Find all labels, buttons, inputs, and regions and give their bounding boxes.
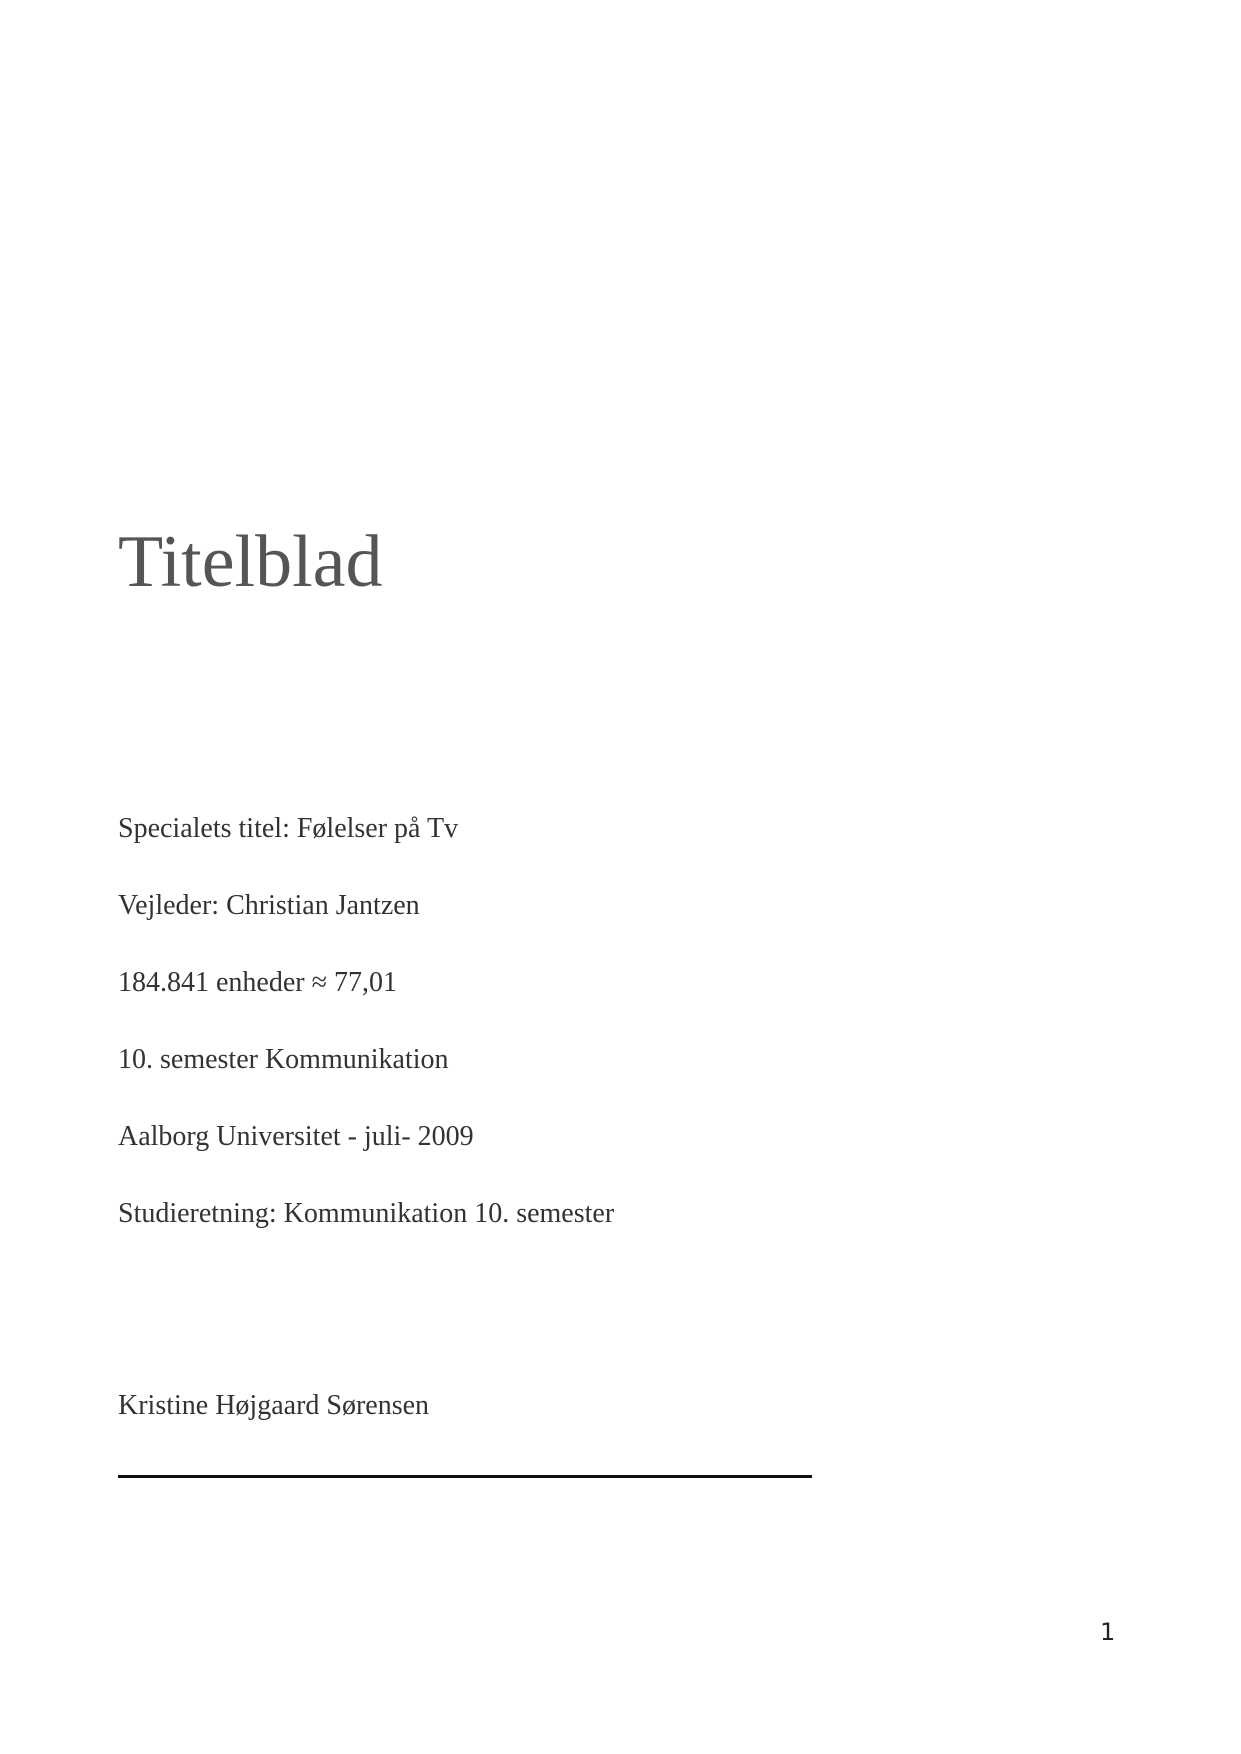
signature-line: [118, 1475, 812, 1478]
semester-line: 10. semester Kommunikation: [118, 1044, 449, 1075]
supervisor-line: Vejleder: Christian Jantzen: [118, 890, 420, 921]
author-name: Kristine Højgaard Sørensen: [118, 1390, 430, 1421]
page-number: 1: [1100, 1618, 1116, 1646]
unit-count-line: 184.841 enheder ≈ 77,01: [118, 967, 397, 998]
page-title: Titelblad: [118, 521, 383, 603]
study-direction-line: Studieretning: Kommunikation 10. semester: [118, 1198, 615, 1229]
thesis-title-line: Specialets titel: Følelser på Tv: [118, 813, 459, 844]
university-date-line: Aalborg Universitet - juli- 2009: [118, 1121, 474, 1152]
